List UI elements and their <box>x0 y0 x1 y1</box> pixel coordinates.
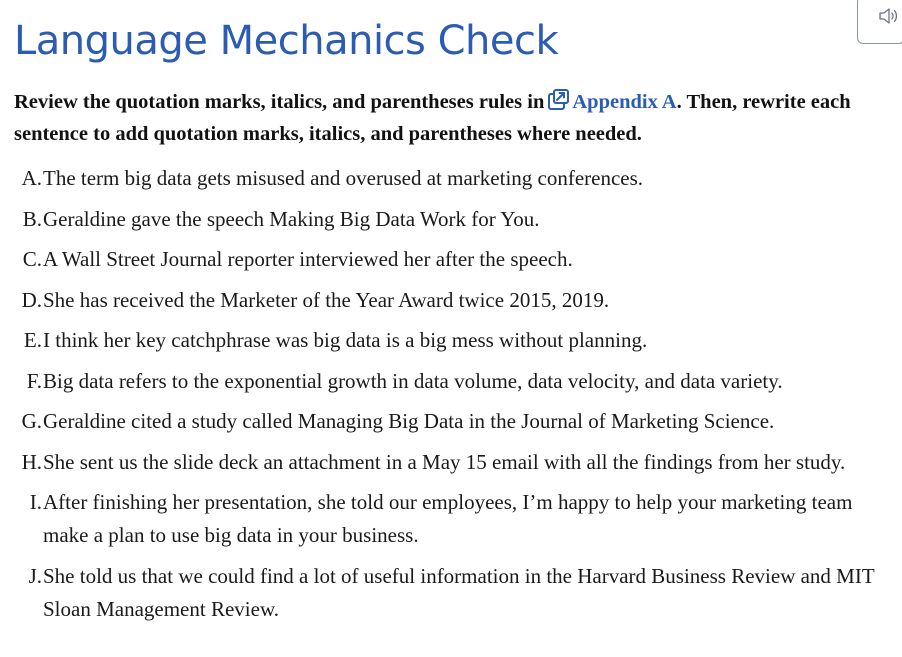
item-letter: J. <box>28 563 42 588</box>
appendix-link[interactable] <box>544 91 676 113</box>
item-text: She told us that we could find a lot of useful information in the Harvard Business Review and MIT Sloan Management Review. <box>43 563 875 621</box>
list-item <box>14 446 894 479</box>
audio-button[interactable] <box>857 0 902 44</box>
list-item <box>14 486 894 552</box>
item-letter: E. <box>23 328 42 352</box>
list-item <box>14 243 894 276</box>
item-text: She has received the Marketer of the Year Award twice 2015, 2019. <box>43 287 610 312</box>
list-item <box>14 405 894 438</box>
item-letter: A. <box>21 166 42 190</box>
item-text: Big data refers to the exponential growth in data volume, data velocity, and data variety. <box>43 368 783 393</box>
item-text: She sent us the slide deck an attachment in a May 15 email with all the findings from her study. <box>43 449 846 474</box>
item-letter: I. <box>29 490 42 514</box>
item-letter: G. <box>21 409 42 433</box>
list-item <box>14 365 894 398</box>
item-letter: C. <box>22 247 42 271</box>
item-text: I think her key catchphrase was big data is a big mess without planning. <box>43 328 648 352</box>
list-item <box>14 560 894 626</box>
item-letter: F. <box>26 368 42 393</box>
item-text: Geraldine gave the speech Making Big Data Work for You. <box>43 206 540 231</box>
item-letter: H. <box>21 449 42 474</box>
item-text: A Wall Street Journal reporter interviewed her after the speech. <box>43 247 573 271</box>
sentence-list <box>14 162 894 633</box>
item-text: After finishing her presentation, she told our employees, I’m happy to help your marketing team make a plan to use big data in your business. <box>43 490 853 547</box>
item-text: Geraldine cited a study called Managing Big Data in the Journal of Marketing Science. <box>43 409 775 433</box>
external-link-icon <box>547 89 569 111</box>
instructions <box>14 86 894 150</box>
list-item <box>14 162 894 195</box>
instructions-suffix: . Then, rewrite each sentence to add quotation marks, italics, and parentheses where needed. <box>14 91 851 145</box>
appendix-link-label[interactable]: Appendix A <box>572 91 677 113</box>
page-title: Language Mechanics Check <box>14 18 559 64</box>
speaker-icon <box>878 7 900 25</box>
item-letter: B. <box>22 206 42 231</box>
instructions-prefix: Review the quotation marks, italics, and parentheses rules in <box>14 91 545 113</box>
list-item <box>14 203 894 236</box>
list-item <box>14 324 894 357</box>
item-letter: D. <box>21 287 42 312</box>
list-item <box>14 284 894 317</box>
item-text: The term big data gets misused and overused at marketing conferences. <box>43 166 644 190</box>
